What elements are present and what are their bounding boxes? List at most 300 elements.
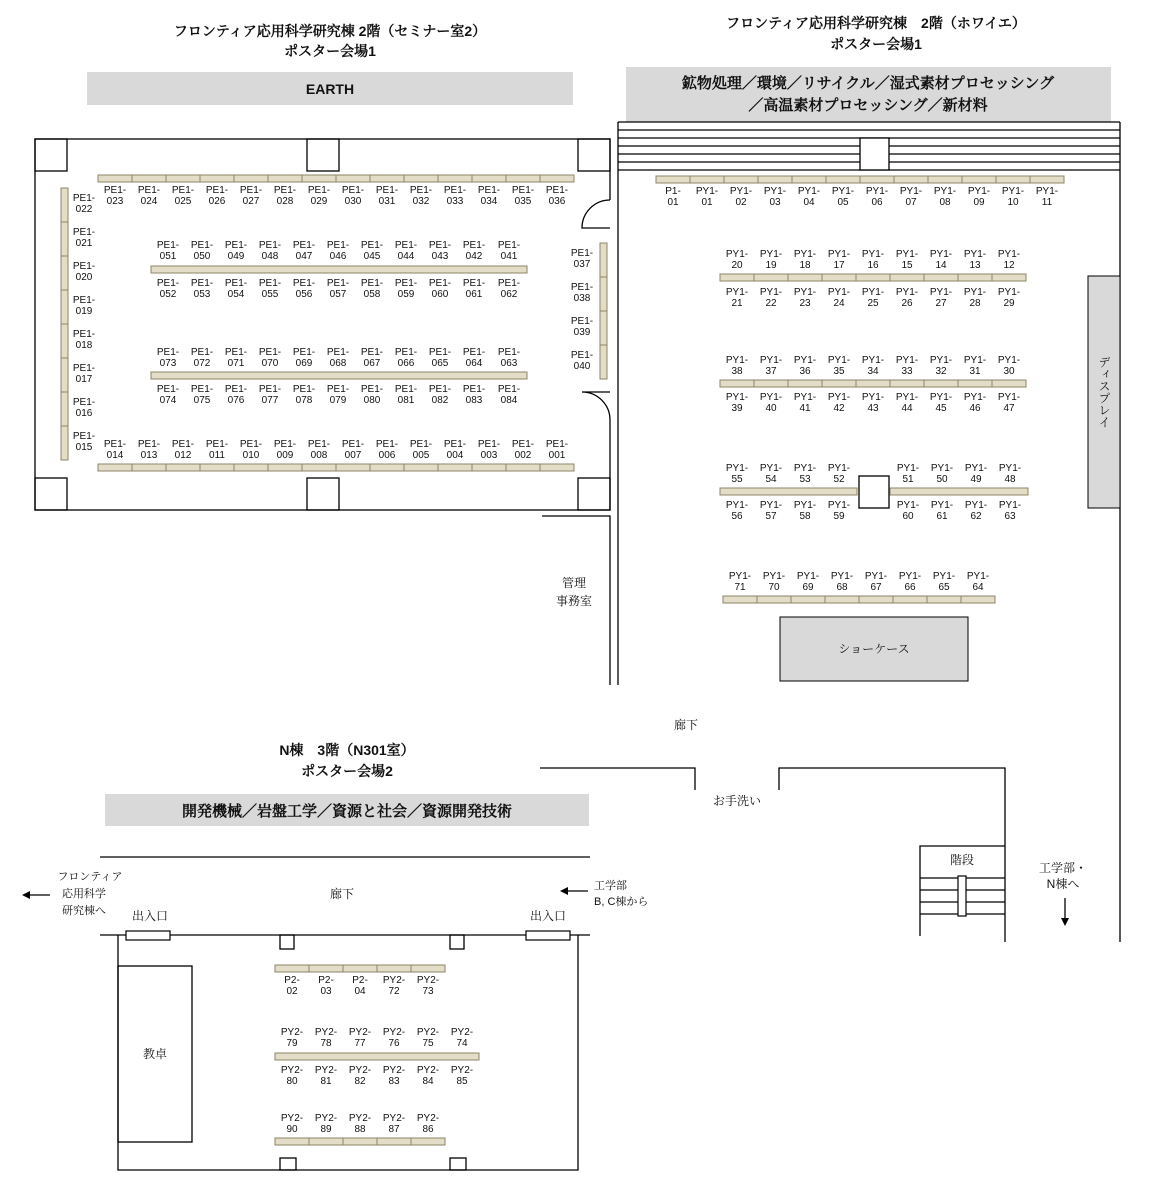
booth-table[interactable] xyxy=(894,176,928,183)
booth-label: PE1-006 xyxy=(375,439,399,461)
booth-label: PY1-54 xyxy=(759,463,783,485)
booth-label: PY2-85 xyxy=(450,1065,474,1087)
booth-label: PY1-22 xyxy=(759,287,783,309)
booth-label: PE1-078 xyxy=(292,384,316,406)
booth-label: PE1-057 xyxy=(326,278,350,300)
booth-label: PY1-28 xyxy=(963,287,987,309)
booth-label: PE1-014 xyxy=(103,439,127,461)
booth-label: PE1-027 xyxy=(239,185,263,207)
booth-label: PY1-45 xyxy=(929,392,953,414)
booth-label: PY1-08 xyxy=(933,186,957,208)
booth-table[interactable] xyxy=(438,464,472,471)
booth-table[interactable] xyxy=(404,464,438,471)
booth-table[interactable] xyxy=(720,380,754,387)
booth-label: PY1-25 xyxy=(861,287,885,309)
booth-table[interactable] xyxy=(690,176,724,183)
booth-label: P2-03 xyxy=(318,975,334,997)
booth-label: PY1-53 xyxy=(793,463,817,485)
booth-label: PY1-70 xyxy=(762,571,786,593)
booth-table[interactable] xyxy=(411,1138,445,1145)
booth-label: PE1-070 xyxy=(258,347,282,369)
booth-label: PE1-009 xyxy=(273,439,297,461)
booth-table[interactable] xyxy=(200,464,234,471)
booth-table[interactable] xyxy=(336,464,370,471)
booth-label: PE1-072 xyxy=(190,347,214,369)
booth-table[interactable] xyxy=(924,274,958,281)
booth-label: PE1-051 xyxy=(156,240,180,262)
booth-label: PY1-24 xyxy=(827,287,851,309)
booth-label: PY2-81 xyxy=(314,1065,338,1087)
booth-label: PE1-005 xyxy=(409,439,433,461)
booth-label: PE1-029 xyxy=(307,185,331,207)
pillar xyxy=(280,935,294,949)
py1-theme-line2: ／高温素材プロセッシング／新材料 xyxy=(748,97,988,114)
booth-label: PY2-84 xyxy=(416,1065,440,1087)
entrance-left[interactable] xyxy=(126,931,170,940)
booth-label: PY1-14 xyxy=(929,249,953,271)
booth-table[interactable] xyxy=(754,274,788,281)
booth-table[interactable] xyxy=(757,596,791,603)
booth-table[interactable] xyxy=(61,222,68,256)
booth-table[interactable] xyxy=(600,243,607,277)
pe1-tables xyxy=(61,175,607,471)
booth-label: PE1-061 xyxy=(462,278,486,300)
booth-label: PE1-046 xyxy=(326,240,350,262)
booth-table[interactable] xyxy=(826,176,860,183)
booth-table[interactable] xyxy=(275,1138,309,1145)
pillar xyxy=(280,1158,296,1170)
booth-label: PY1-42 xyxy=(827,392,851,414)
booth-table[interactable] xyxy=(98,464,132,471)
booth-table[interactable] xyxy=(856,274,890,281)
booth-label: PY1-18 xyxy=(793,249,817,271)
booth-label: PY1-21 xyxy=(725,287,749,309)
to-eng-label-2: N棟へ xyxy=(1046,877,1080,891)
pillar xyxy=(35,139,67,171)
booth-table[interactable] xyxy=(472,175,506,182)
booth-table[interactable] xyxy=(98,175,132,182)
booth-label: PY1-62 xyxy=(964,500,988,522)
booth-label: PY1-55 xyxy=(725,463,749,485)
booth-label: PY1-26 xyxy=(895,287,919,309)
booth-table[interactable] xyxy=(928,176,962,183)
booth-table[interactable] xyxy=(788,380,822,387)
booth-table[interactable] xyxy=(890,488,1028,495)
booth-table[interactable] xyxy=(791,596,825,603)
booth-label: PE1-082 xyxy=(428,384,452,406)
booth-label: PY1-09 xyxy=(967,186,991,208)
booth-label: PE1-022 xyxy=(72,193,96,215)
booth-table[interactable] xyxy=(302,175,336,182)
booth-table[interactable] xyxy=(600,277,607,311)
frontier-label-2: 応用科学 xyxy=(62,888,106,900)
frontier-label-1: フロンティア xyxy=(57,871,123,883)
booth-label: PE1-019 xyxy=(72,295,96,317)
py1-theme-line1: 鉱物処理／環境／リサイクル／湿式素材プロセッシング xyxy=(681,75,1055,92)
left-arrow-icon xyxy=(22,891,30,899)
booth-label: PY1-52 xyxy=(827,463,851,485)
admin-office-label-2: 事務室 xyxy=(555,594,593,608)
restroom-label: お手洗い xyxy=(712,794,762,808)
booth-label: PY2-74 xyxy=(450,1027,474,1049)
booth-table[interactable] xyxy=(438,175,472,182)
booth-table[interactable] xyxy=(724,176,758,183)
booth-label: PE1-076 xyxy=(224,384,248,406)
booth-label: PY2-88 xyxy=(348,1113,372,1135)
booth-label: PY1-33 xyxy=(895,355,919,377)
booth-label: PE1-071 xyxy=(224,347,248,369)
booth-table[interactable] xyxy=(992,380,1026,387)
booth-label: PY2-82 xyxy=(348,1065,372,1087)
booth-label: PE1-012 xyxy=(171,439,195,461)
booth-label: PE1-044 xyxy=(394,240,418,262)
booth-label: PE1-016 xyxy=(72,397,96,419)
booth-label: PE1-028 xyxy=(273,185,297,207)
booth-label: PE1-031 xyxy=(375,185,399,207)
booth-label: PE1-020 xyxy=(72,261,96,283)
booth-label: PY1-49 xyxy=(964,463,988,485)
booth-label: PE1-024 xyxy=(137,185,161,207)
booth-label: PE1-004 xyxy=(443,439,467,461)
booth-label: PY1-48 xyxy=(998,463,1022,485)
booth-label: PE1-056 xyxy=(292,278,316,300)
booth-table[interactable] xyxy=(924,380,958,387)
booth-label: PY1-71 xyxy=(728,571,752,593)
booth-label: PE1-063 xyxy=(497,347,521,369)
booth-label: PE1-074 xyxy=(156,384,180,406)
booth-label: PY1-47 xyxy=(997,392,1021,414)
booth-label: PY1-56 xyxy=(725,500,749,522)
booth-table[interactable] xyxy=(343,965,377,972)
booth-label: PE1-077 xyxy=(258,384,282,406)
booth-table[interactable] xyxy=(962,176,996,183)
booth-label: PE1-079 xyxy=(326,384,350,406)
n-venue-subtitle: ポスター会場2 xyxy=(301,763,393,779)
n-theme-label: 開発機械／岩盤工学／資源と社会／資源開発技術 xyxy=(181,803,513,820)
booth-label: PY1-15 xyxy=(895,249,919,271)
booth-label: PY1-36 xyxy=(793,355,817,377)
left-arrow-icon xyxy=(560,887,568,895)
pillar xyxy=(35,478,67,510)
booth-label: PY1-10 xyxy=(1001,186,1025,208)
booth-table[interactable] xyxy=(61,426,68,460)
booth-label: PE1-059 xyxy=(394,278,418,300)
booth-label: PY1-67 xyxy=(864,571,888,593)
booth-label: PY1-20 xyxy=(725,249,749,271)
booth-label: PY1-69 xyxy=(796,571,820,593)
pillar xyxy=(307,478,339,510)
booth-label: PE1-052 xyxy=(156,278,180,300)
booth-table[interactable] xyxy=(506,464,540,471)
booth-table[interactable] xyxy=(268,175,302,182)
booth-label: PY1-66 xyxy=(898,571,922,593)
pillar xyxy=(860,138,889,170)
booth-label: PE1-017 xyxy=(72,363,96,385)
booth-label: PE1-010 xyxy=(239,439,263,461)
py1-venue-subtitle: ポスター会場1 xyxy=(830,36,922,52)
pillar xyxy=(450,1158,466,1170)
booth-table[interactable] xyxy=(992,274,1026,281)
booth-label: PE1-068 xyxy=(326,347,350,369)
booth-table[interactable] xyxy=(961,596,995,603)
booth-table[interactable] xyxy=(370,175,404,182)
booth-table[interactable] xyxy=(893,596,927,603)
booth-label: PY1-34 xyxy=(861,355,885,377)
booth-label: PY1-02 xyxy=(729,186,753,208)
booth-label: PY1-50 xyxy=(930,463,954,485)
booth-label: PY2-89 xyxy=(314,1113,338,1135)
booth-table[interactable] xyxy=(404,175,438,182)
booth-table[interactable] xyxy=(166,175,200,182)
booth-label: PE1-032 xyxy=(409,185,433,207)
booth-table[interactable] xyxy=(758,176,792,183)
booth-table[interactable] xyxy=(343,1138,377,1145)
booth-table[interactable] xyxy=(723,596,757,603)
booth-label: PE1-002 xyxy=(511,439,535,461)
foyer xyxy=(540,122,1120,942)
booth-label: PE1-069 xyxy=(292,347,316,369)
entrance-right[interactable] xyxy=(526,931,570,940)
booth-label: P2-04 xyxy=(352,975,368,997)
booth-table[interactable] xyxy=(720,274,754,281)
booth-label: PY1-32 xyxy=(929,355,953,377)
booth-table[interactable] xyxy=(656,176,690,183)
down-arrow-icon xyxy=(1061,918,1069,926)
booth-label: PE1-060 xyxy=(428,278,452,300)
booth-label: PE1-080 xyxy=(360,384,384,406)
booth-label: PY1-11 xyxy=(1035,186,1059,208)
booth-table[interactable] xyxy=(61,290,68,324)
booth-label: PY1-30 xyxy=(997,355,1021,377)
booth-label: PY1-31 xyxy=(963,355,987,377)
booth-label: PE1-037 xyxy=(570,248,594,270)
stairs-label: 階段 xyxy=(949,853,975,867)
booth-table[interactable] xyxy=(309,1138,343,1145)
booth-table[interactable] xyxy=(411,965,445,972)
booth-label: PY1-63 xyxy=(998,500,1022,522)
booth-label: PE1-039 xyxy=(570,316,594,338)
pillar xyxy=(578,139,610,171)
booth-table[interactable] xyxy=(958,274,992,281)
booth-label: PE1-030 xyxy=(341,185,365,207)
booth-table[interactable] xyxy=(234,464,268,471)
booth-table[interactable] xyxy=(275,1053,479,1060)
booth-label: PE1-034 xyxy=(477,185,501,207)
booth-table[interactable] xyxy=(61,324,68,358)
corridor-wall xyxy=(540,768,695,790)
booth-label: PE1-041 xyxy=(497,240,521,262)
eng-from-label-1: 工学部 xyxy=(594,880,627,892)
booth-label: PE1-018 xyxy=(72,329,96,351)
admin-office-label-1: 管理 xyxy=(561,576,587,590)
stair-handrail xyxy=(958,876,966,916)
booth-table[interactable] xyxy=(890,274,924,281)
booth-table[interactable] xyxy=(927,596,961,603)
booth-label: PY1-05 xyxy=(831,186,855,208)
booth-table[interactable] xyxy=(268,464,302,471)
booth-label: PY1-04 xyxy=(797,186,821,208)
booth-label: PE1-081 xyxy=(394,384,418,406)
frontier-label-3: 研究棟へ xyxy=(62,905,106,917)
booth-table[interactable] xyxy=(377,965,411,972)
booth-table[interactable] xyxy=(61,358,68,392)
booth-label: PE1-043 xyxy=(428,240,452,262)
booth-table[interactable] xyxy=(234,175,268,182)
booth-label: PY2-77 xyxy=(348,1027,372,1049)
booth-label: PY1-19 xyxy=(759,249,783,271)
booth-table[interactable] xyxy=(540,175,574,182)
booth-table[interactable] xyxy=(792,176,826,183)
booth-table[interactable] xyxy=(996,176,1030,183)
booth-label: PY1-03 xyxy=(763,186,787,208)
booth-table[interactable] xyxy=(151,266,527,273)
booth-table[interactable] xyxy=(860,176,894,183)
booth-label: PY2-86 xyxy=(416,1113,440,1135)
booth-label: PY1-46 xyxy=(963,392,987,414)
booth-label: PY2-87 xyxy=(382,1113,406,1135)
py1-tables xyxy=(656,176,1064,603)
booth-label: PY2-76 xyxy=(382,1027,406,1049)
booth-label: PY1-68 xyxy=(830,571,854,593)
booth-table[interactable] xyxy=(61,256,68,290)
booth-table[interactable] xyxy=(132,464,166,471)
booth-label: PY1-44 xyxy=(895,392,919,414)
booth-label: PY1-07 xyxy=(899,186,923,208)
booth-label: PY1-40 xyxy=(759,392,783,414)
booth-label: PY1-23 xyxy=(793,287,817,309)
booth-table[interactable] xyxy=(200,175,234,182)
booth-label: PE1-054 xyxy=(224,278,248,300)
booth-label: PE1-007 xyxy=(341,439,365,461)
booth-label: PE1-047 xyxy=(292,240,316,262)
booth-label: PY1-16 xyxy=(861,249,885,271)
booth-label: P1-01 xyxy=(665,186,681,208)
pe1-venue-subtitle: ポスター会場1 xyxy=(284,43,376,59)
booth-label: PE1-008 xyxy=(307,439,331,461)
booth-label: PE1-050 xyxy=(190,240,214,262)
booth-label: PY2-78 xyxy=(314,1027,338,1049)
booth-label: PY2-90 xyxy=(280,1113,304,1135)
booth-label: PE1-075 xyxy=(190,384,214,406)
booth-label: PY1-59 xyxy=(827,500,851,522)
booth-label: PE1-015 xyxy=(72,431,96,453)
booth-label: PE1-048 xyxy=(258,240,282,262)
booth-label: PY1-17 xyxy=(827,249,851,271)
door[interactable] xyxy=(582,392,610,420)
booth-table[interactable] xyxy=(540,464,574,471)
booth-label: PE1-084 xyxy=(497,384,521,406)
py1-venue-title: フロンティア応用科学研究棟 2階（ホワイエ） xyxy=(726,15,1026,31)
booth-table[interactable] xyxy=(720,488,857,495)
showcase-label: ショーケース xyxy=(838,642,910,656)
booth-table[interactable] xyxy=(754,380,788,387)
booth-label: PY1-37 xyxy=(759,355,783,377)
booth-label: PE1-011 xyxy=(205,439,229,461)
booth-table[interactable] xyxy=(275,965,309,972)
booth-label: PE1-023 xyxy=(103,185,127,207)
corridor-label: 廊下 xyxy=(673,718,699,732)
booth-label: PE1-053 xyxy=(190,278,214,300)
booth-label: PE1-073 xyxy=(156,347,180,369)
booth-label: PY1-27 xyxy=(929,287,953,309)
booth-label: PE1-055 xyxy=(258,278,282,300)
door[interactable] xyxy=(582,200,610,228)
booth-label: PY1-01 xyxy=(695,186,719,208)
eng-from-label-2: B, C棟から xyxy=(594,896,649,908)
booth-label: PY1-39 xyxy=(725,392,749,414)
booth-table[interactable] xyxy=(856,380,890,387)
podium-label: 教卓 xyxy=(142,1047,168,1061)
booth-label: PE1-040 xyxy=(570,350,594,372)
booth-table[interactable] xyxy=(958,380,992,387)
booth-table[interactable] xyxy=(377,1138,411,1145)
booth-label: PE1-062 xyxy=(497,278,521,300)
booth-label: PY1-38 xyxy=(725,355,749,377)
booth-label: PE1-001 xyxy=(545,439,569,461)
booth-table[interactable] xyxy=(370,464,404,471)
booth-label: PE1-033 xyxy=(443,185,467,207)
booth-label: PE1-021 xyxy=(72,227,96,249)
booth-label: PE1-049 xyxy=(224,240,248,262)
pillar xyxy=(859,476,889,508)
booth-table[interactable] xyxy=(825,596,859,603)
booth-label: PY1-43 xyxy=(861,392,885,414)
booth-table[interactable] xyxy=(61,392,68,426)
booth-label: PY2-73 xyxy=(416,975,440,997)
pe1-theme-label: EARTH xyxy=(305,81,355,97)
pillar xyxy=(307,139,339,171)
booth-label: PY2-72 xyxy=(382,975,406,997)
booth-table[interactable] xyxy=(166,464,200,471)
booth-table[interactable] xyxy=(336,175,370,182)
pillar xyxy=(578,478,610,510)
booth-label: PE1-058 xyxy=(360,278,384,300)
booth-label: PY1-06 xyxy=(865,186,889,208)
booth-label: PY1-29 xyxy=(997,287,1021,309)
booth-table[interactable] xyxy=(788,274,822,281)
booth-table[interactable] xyxy=(822,380,856,387)
booth-table[interactable] xyxy=(151,372,527,379)
booth-label: PY1-61 xyxy=(930,500,954,522)
booth-table[interactable] xyxy=(1030,176,1064,183)
booth-table[interactable] xyxy=(302,464,336,471)
pillar xyxy=(450,935,464,949)
booth-table[interactable] xyxy=(132,175,166,182)
booth-table[interactable] xyxy=(61,188,68,222)
booth-label: PY1-65 xyxy=(932,571,956,593)
display-label: ディスプレイ xyxy=(1097,356,1111,428)
booth-label: PE1-042 xyxy=(462,240,486,262)
entrance-right-label: 出入口 xyxy=(529,909,567,923)
booth-table[interactable] xyxy=(600,345,607,379)
booth-label: PY1-58 xyxy=(793,500,817,522)
booth-label: PY1-13 xyxy=(963,249,987,271)
booth-label: PY2-75 xyxy=(416,1027,440,1049)
booth-label: PY1-51 xyxy=(896,463,920,485)
booth-table[interactable] xyxy=(600,311,607,345)
booth-table[interactable] xyxy=(890,380,924,387)
booth-label: PY1-12 xyxy=(997,249,1021,271)
booth-label: PE1-038 xyxy=(570,282,594,304)
booth-table[interactable] xyxy=(506,175,540,182)
booth-label: PE1-045 xyxy=(360,240,384,262)
booth-table[interactable] xyxy=(309,965,343,972)
booth-table[interactable] xyxy=(859,596,893,603)
booth-table[interactable] xyxy=(472,464,506,471)
booth-table[interactable] xyxy=(822,274,856,281)
booth-label: PY1-41 xyxy=(793,392,817,414)
booth-label: PE1-035 xyxy=(511,185,535,207)
